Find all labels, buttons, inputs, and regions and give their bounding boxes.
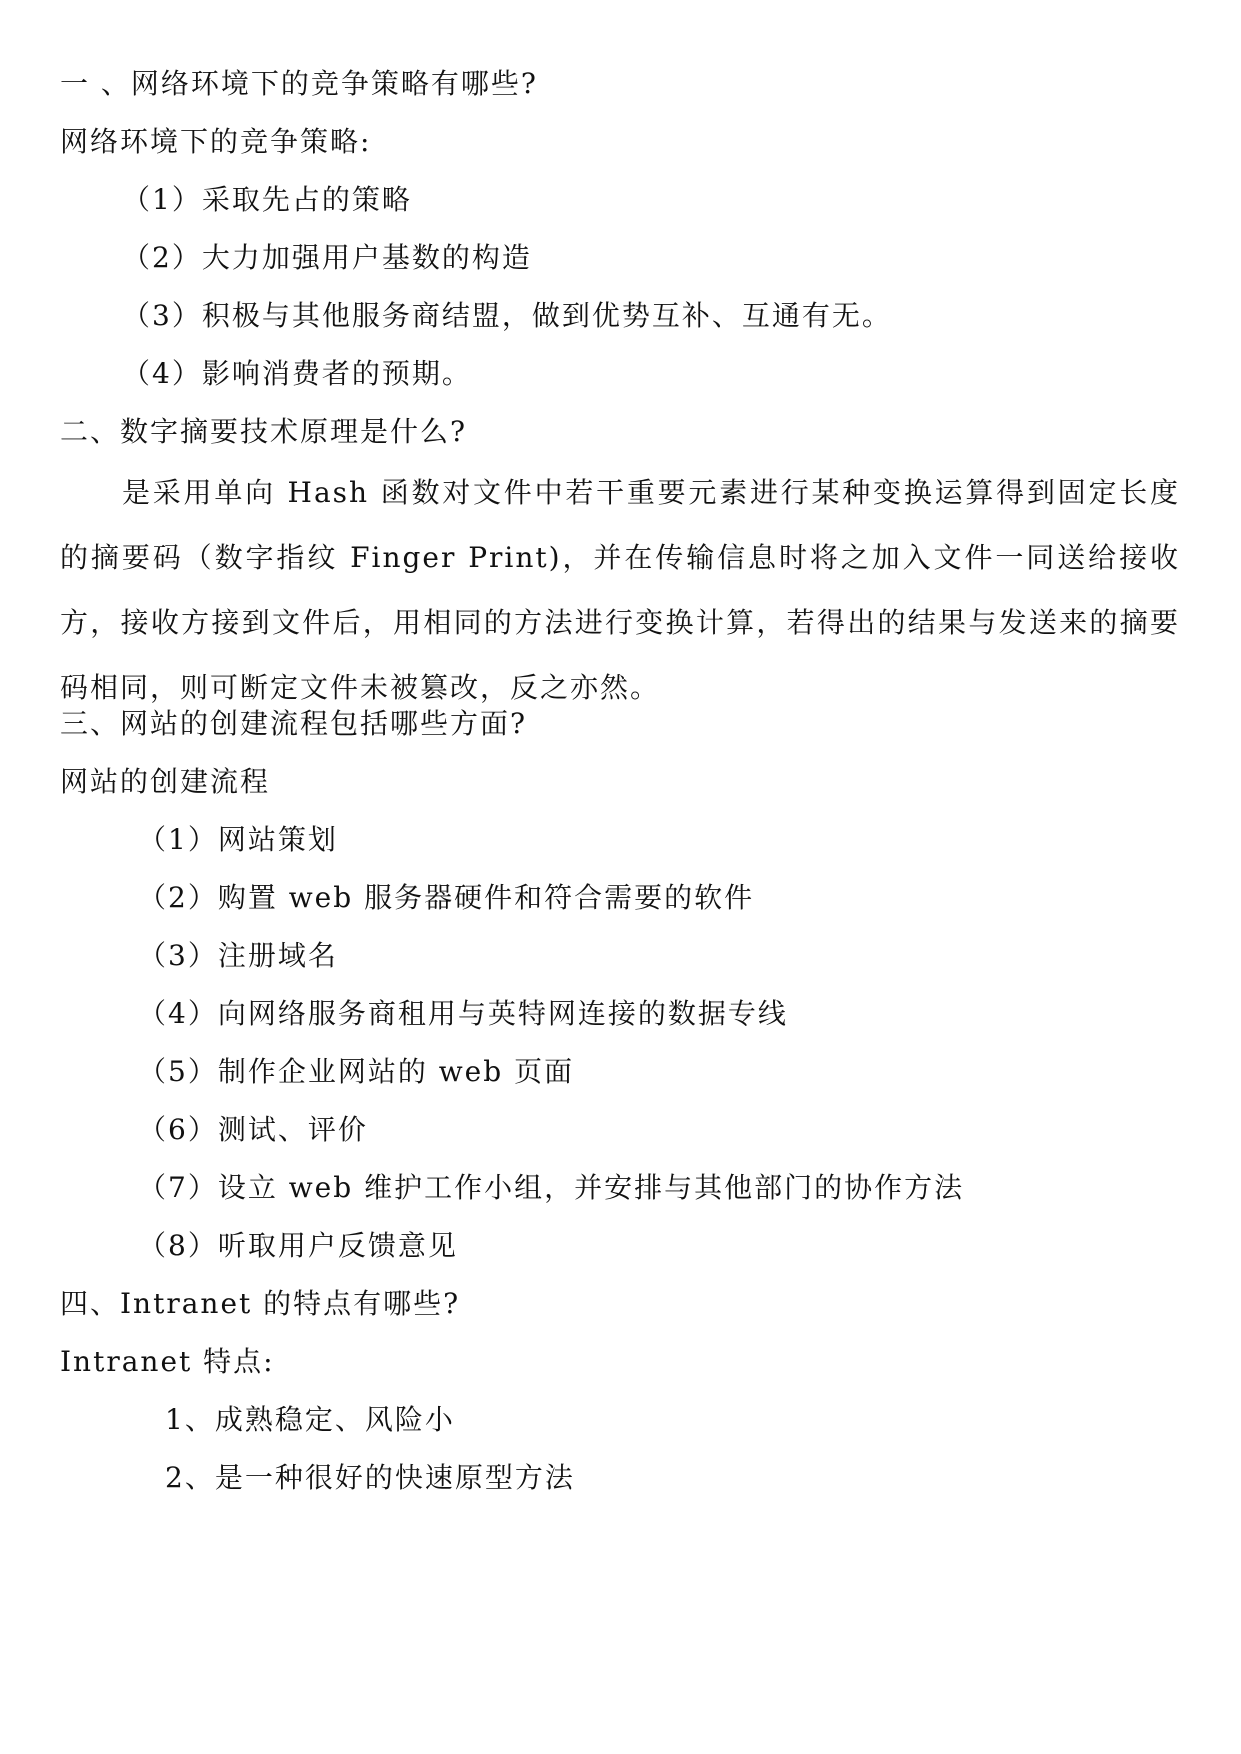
section3-heading: 网站的创建流程 [60,765,271,798]
section3-item-4: （4）向网络服务商租用与英特网连接的数据专线 [138,997,788,1030]
section4-question: 四、Intranet 的特点有哪些? [60,1287,461,1320]
section4-item-1: 1、成熟稳定、风险小 [165,1403,455,1436]
section3-item-8: （8）听取用户反馈意见 [138,1229,458,1262]
section4-heading: Intranet 特点: [60,1345,275,1378]
section1-heading: 网络环境下的竞争策略: [60,125,372,158]
section2-question: 二、数字摘要技术原理是什么? [60,415,468,448]
section3-question: 三、网站的创建流程包括哪些方面? [60,707,528,740]
section3-item-2: （2）购置 web 服务器硬件和符合需要的软件 [138,881,755,914]
section3-item-3: （3）注册域名 [138,939,338,972]
section1-item-3: （3）积极与其他服务商结盟，做到优势互补、互通有无。 [122,299,892,332]
section1-question: 一 、网络环境下的竞争策略有哪些? [60,67,538,100]
section1-item-1: （1）采取先占的策略 [122,183,412,216]
section3-item-6: （6）测试、评价 [138,1113,368,1146]
section4-item-2: 2、是一种很好的快速原型方法 [165,1461,575,1494]
section1-item-2: （2）大力加强用户基数的构造 [122,241,532,274]
section3-item-7: （7）设立 web 维护工作小组，并安排与其他部门的协作方法 [138,1171,965,1204]
section3-item-1: （1）网站策划 [138,823,338,856]
section3-item-5: （5）制作企业网站的 web 页面 [138,1055,575,1088]
section1-item-4: （4）影响消费者的预期。 [122,357,472,390]
section2-answer: 是采用单向 Hash 函数对文件中若干重要元素进行某种变换运算得到固定长度的摘要码（数字指纹 Finger Print)，并在传输信息时将之加入文件一同送给接收方，接收方接到文件后，用相同的方法进行变换计算，若得出的结果与发送来的摘要码相同，则可断定文件未被篡改，反之亦然。 [60,476,1180,704]
